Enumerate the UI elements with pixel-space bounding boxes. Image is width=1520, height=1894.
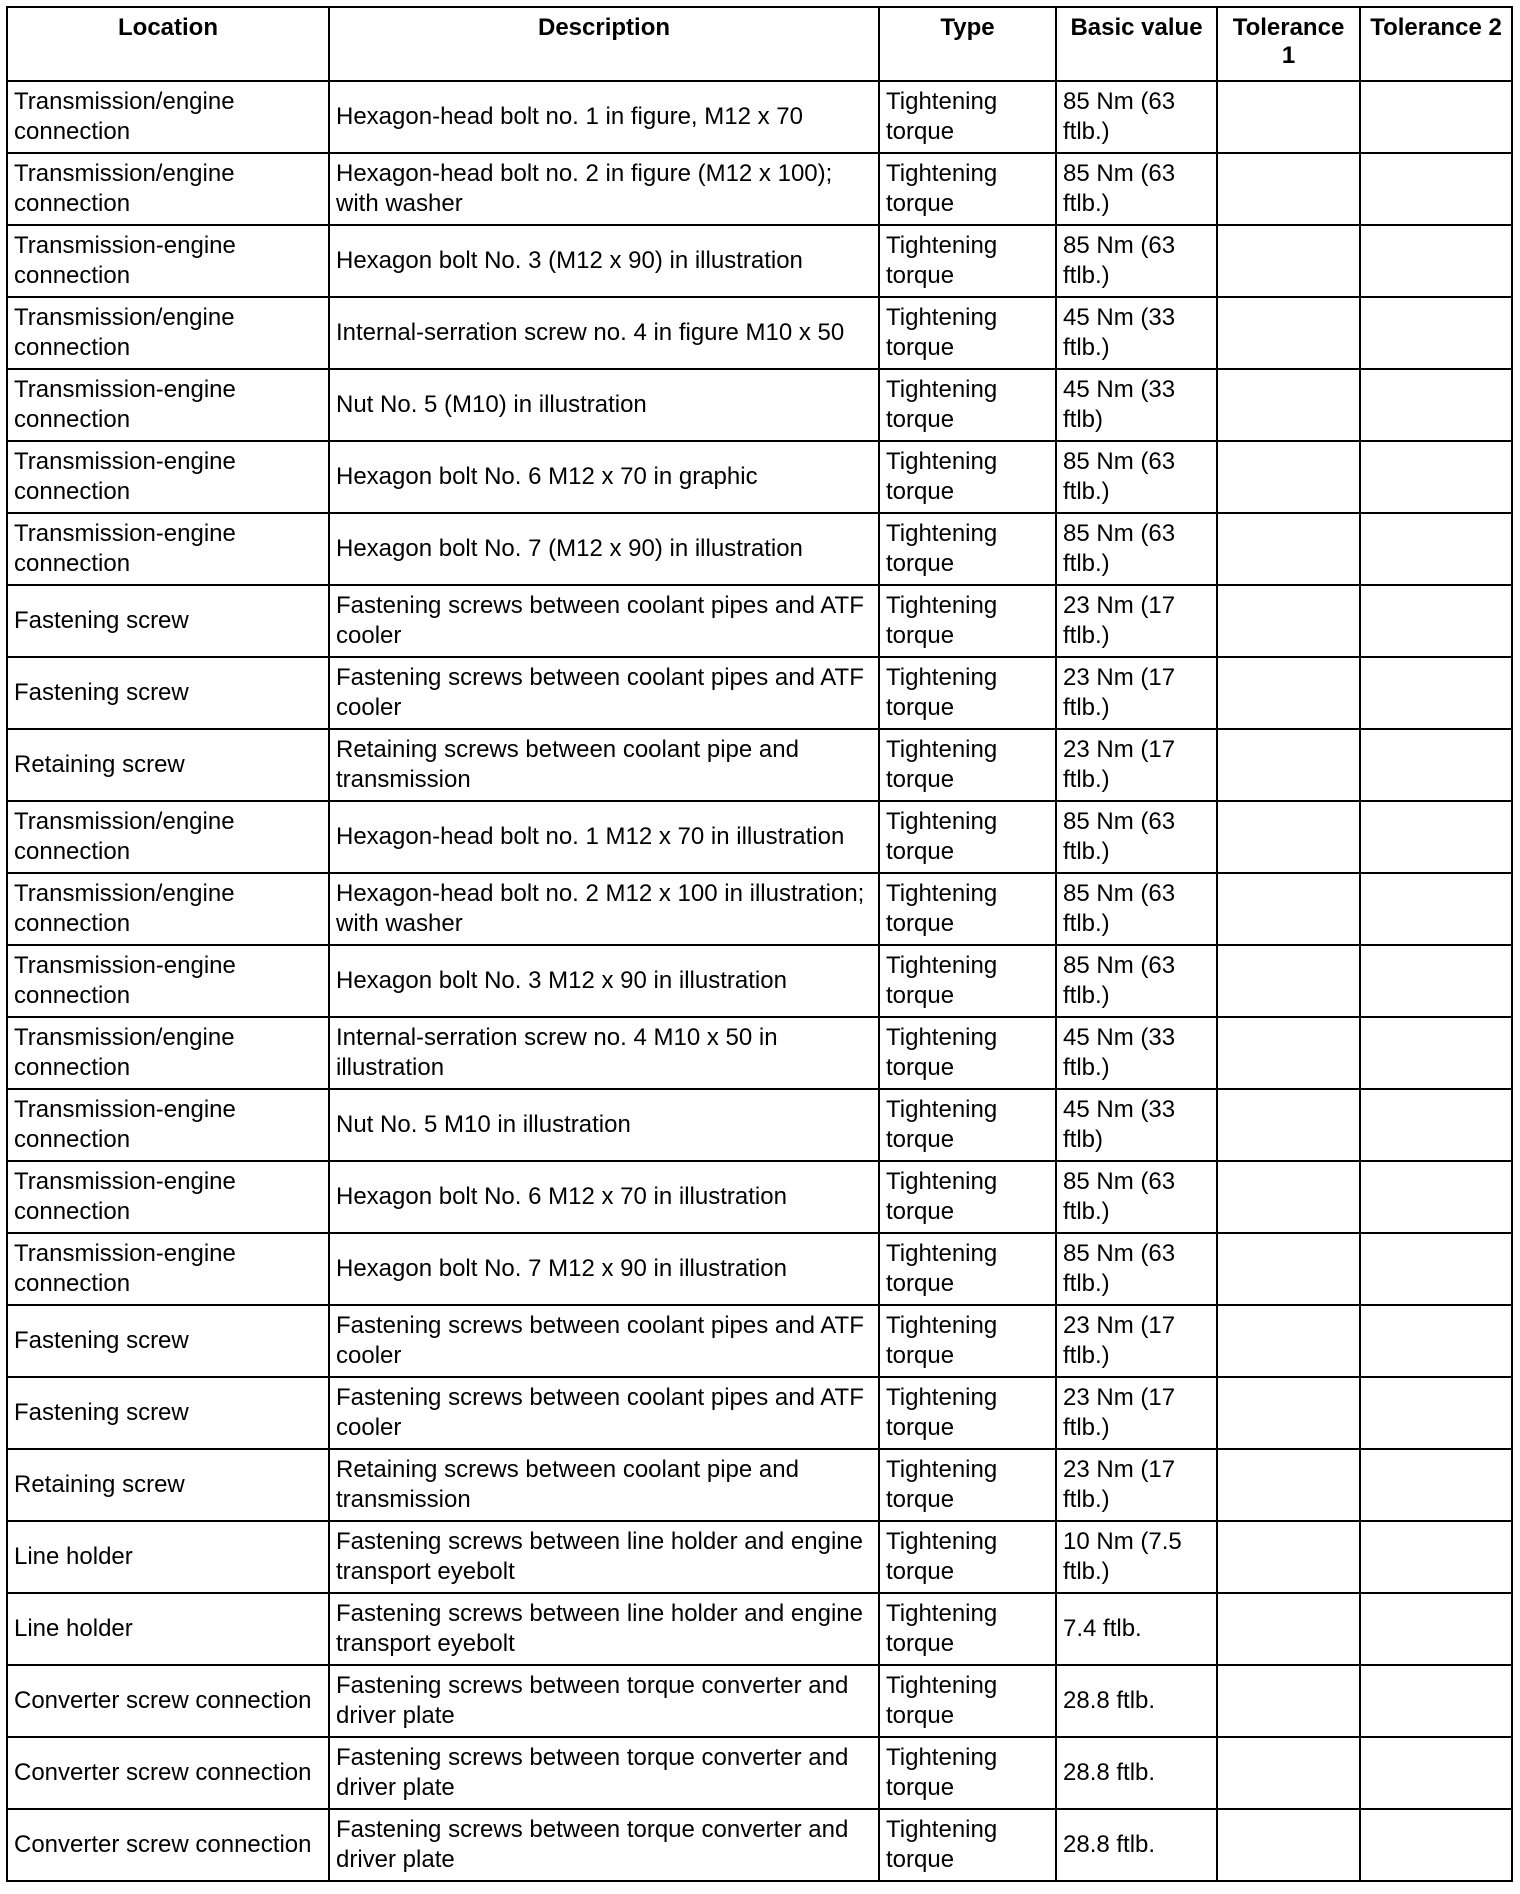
cell-type: Tightening torque <box>879 729 1056 801</box>
cell-tolerance-1 <box>1217 1593 1360 1665</box>
cell-tolerance-2 <box>1360 1521 1512 1593</box>
cell-tolerance-1 <box>1217 1521 1360 1593</box>
cell-basic-value: 23 Nm (17 ftlb.) <box>1056 585 1217 657</box>
cell-location: Line holder <box>7 1521 329 1593</box>
cell-location: Line holder <box>7 1593 329 1665</box>
cell-location: Transmission/engine connection <box>7 81 329 153</box>
cell-tolerance-2 <box>1360 1737 1512 1809</box>
cell-type: Tightening torque <box>879 441 1056 513</box>
cell-basic-value: 28.8 ftlb. <box>1056 1737 1217 1809</box>
table-row <box>7 1233 1512 1305</box>
cell-tolerance-1 <box>1217 1809 1360 1881</box>
table-row <box>7 1089 1512 1161</box>
cell-location: Transmission-engine connection <box>7 225 329 297</box>
table-row <box>7 513 1512 585</box>
cell-type: Tightening torque <box>879 1737 1056 1809</box>
cell-location: Transmission-engine connection <box>7 1089 329 1161</box>
cell-type: Tightening torque <box>879 297 1056 369</box>
table-row <box>7 1521 1512 1593</box>
table-row <box>7 1017 1512 1089</box>
cell-tolerance-1 <box>1217 1161 1360 1233</box>
cell-description: Hexagon bolt No. 6 M12 x 70 in illustration <box>329 1161 879 1233</box>
cell-tolerance-2 <box>1360 153 1512 225</box>
cell-type: Tightening torque <box>879 1161 1056 1233</box>
table-row <box>7 801 1512 873</box>
cell-tolerance-2 <box>1360 1449 1512 1521</box>
cell-tolerance-2 <box>1360 369 1512 441</box>
cell-type: Tightening torque <box>879 585 1056 657</box>
cell-location: Transmission/engine connection <box>7 1017 329 1089</box>
table-row <box>7 441 1512 513</box>
table-body <box>7 81 1512 1881</box>
cell-description: Fastening screws between coolant pipes and ATF cooler <box>329 1305 879 1377</box>
cell-tolerance-1 <box>1217 1233 1360 1305</box>
cell-description: Fastening screws between coolant pipes and ATF cooler <box>329 585 879 657</box>
cell-description: Fastening screws between torque converter and driver plate <box>329 1737 879 1809</box>
cell-description: Hexagon bolt No. 7 (M12 x 90) in illustration <box>329 513 879 585</box>
cell-location: Transmission-engine connection <box>7 513 329 585</box>
cell-tolerance-1 <box>1217 513 1360 585</box>
cell-tolerance-1 <box>1217 81 1360 153</box>
cell-tolerance-1 <box>1217 1665 1360 1737</box>
cell-type: Tightening torque <box>879 657 1056 729</box>
table-row <box>7 1809 1512 1881</box>
cell-type: Tightening torque <box>879 369 1056 441</box>
cell-tolerance-1 <box>1217 1089 1360 1161</box>
cell-tolerance-1 <box>1217 1449 1360 1521</box>
cell-basic-value: 45 Nm (33 ftlb.) <box>1056 1017 1217 1089</box>
cell-tolerance-2 <box>1360 225 1512 297</box>
table-row <box>7 225 1512 297</box>
cell-basic-value: 23 Nm (17 ftlb.) <box>1056 1377 1217 1449</box>
cell-basic-value: 85 Nm (63 ftlb.) <box>1056 873 1217 945</box>
cell-location: Transmission-engine connection <box>7 1161 329 1233</box>
cell-type: Tightening torque <box>879 945 1056 1017</box>
header-row <box>7 7 1512 81</box>
table-row <box>7 1665 1512 1737</box>
cell-tolerance-1 <box>1217 657 1360 729</box>
cell-basic-value: 85 Nm (63 ftlb.) <box>1056 1233 1217 1305</box>
table-row <box>7 729 1512 801</box>
cell-tolerance-2 <box>1360 1809 1512 1881</box>
cell-basic-value: 85 Nm (63 ftlb.) <box>1056 225 1217 297</box>
cell-tolerance-1 <box>1217 585 1360 657</box>
cell-tolerance-1 <box>1217 873 1360 945</box>
cell-location: Transmission-engine connection <box>7 945 329 1017</box>
cell-description: Fastening screws between line holder and engine transport eyebolt <box>329 1593 879 1665</box>
cell-location: Fastening screw <box>7 657 329 729</box>
cell-location: Transmission/engine connection <box>7 873 329 945</box>
cell-type: Tightening torque <box>879 153 1056 225</box>
cell-description: Hexagon-head bolt no. 2 in figure (M12 x 100); with washer <box>329 153 879 225</box>
cell-location: Converter screw connection <box>7 1665 329 1737</box>
cell-basic-value: 28.8 ftlb. <box>1056 1665 1217 1737</box>
table-row <box>7 873 1512 945</box>
table-row <box>7 1449 1512 1521</box>
cell-basic-value: 23 Nm (17 ftlb.) <box>1056 1449 1217 1521</box>
cell-basic-value: 85 Nm (63 ftlb.) <box>1056 81 1217 153</box>
cell-basic-value: 85 Nm (63 ftlb.) <box>1056 801 1217 873</box>
cell-tolerance-2 <box>1360 1017 1512 1089</box>
table-row <box>7 81 1512 153</box>
cell-description: Hexagon bolt No. 3 M12 x 90 in illustration <box>329 945 879 1017</box>
cell-location: Fastening screw <box>7 1377 329 1449</box>
cell-type: Tightening torque <box>879 1305 1056 1377</box>
cell-description: Fastening screws between torque converter and driver plate <box>329 1809 879 1881</box>
cell-description: Fastening screws between torque converter and driver plate <box>329 1665 879 1737</box>
table-row <box>7 1737 1512 1809</box>
cell-basic-value: 23 Nm (17 ftlb.) <box>1056 1305 1217 1377</box>
cell-location: Transmission/engine connection <box>7 153 329 225</box>
cell-tolerance-2 <box>1360 81 1512 153</box>
cell-type: Tightening torque <box>879 81 1056 153</box>
cell-tolerance-1 <box>1217 1737 1360 1809</box>
cell-type: Tightening torque <box>879 1521 1056 1593</box>
specification-table <box>6 6 1513 1882</box>
cell-tolerance-1 <box>1217 1377 1360 1449</box>
cell-basic-value: 45 Nm (33 ftlb.) <box>1056 297 1217 369</box>
table-header <box>7 7 1512 81</box>
cell-type: Tightening torque <box>879 1233 1056 1305</box>
cell-tolerance-1 <box>1217 225 1360 297</box>
cell-type: Tightening torque <box>879 1665 1056 1737</box>
cell-location: Transmission-engine connection <box>7 1233 329 1305</box>
cell-tolerance-2 <box>1360 297 1512 369</box>
cell-description: Hexagon-head bolt no. 1 M12 x 70 in illustration <box>329 801 879 873</box>
cell-description: Retaining screws between coolant pipe and transmission <box>329 729 879 801</box>
cell-basic-value: 23 Nm (17 ftlb.) <box>1056 729 1217 801</box>
table-row <box>7 153 1512 225</box>
cell-tolerance-2 <box>1360 945 1512 1017</box>
cell-type: Tightening torque <box>879 801 1056 873</box>
cell-tolerance-1 <box>1217 1017 1360 1089</box>
cell-tolerance-2 <box>1360 1665 1512 1737</box>
cell-tolerance-2 <box>1360 873 1512 945</box>
table-row <box>7 297 1512 369</box>
cell-location: Converter screw connection <box>7 1737 329 1809</box>
header-basic-value: Basic value <box>1056 7 1217 81</box>
cell-tolerance-2 <box>1360 1305 1512 1377</box>
cell-tolerance-1 <box>1217 945 1360 1017</box>
cell-tolerance-1 <box>1217 153 1360 225</box>
cell-tolerance-2 <box>1360 1593 1512 1665</box>
cell-description: Hexagon-head bolt no. 1 in figure, M12 x 70 <box>329 81 879 153</box>
cell-type: Tightening torque <box>879 1449 1056 1521</box>
cell-description: Hexagon bolt No. 3 (M12 x 90) in illustration <box>329 225 879 297</box>
cell-type: Tightening torque <box>879 1377 1056 1449</box>
cell-tolerance-2 <box>1360 657 1512 729</box>
cell-basic-value: 23 Nm (17 ftlb.) <box>1056 657 1217 729</box>
cell-type: Tightening torque <box>879 225 1056 297</box>
cell-tolerance-2 <box>1360 729 1512 801</box>
cell-tolerance-1 <box>1217 297 1360 369</box>
cell-description: Nut No. 5 M10 in illustration <box>329 1089 879 1161</box>
cell-location: Retaining screw <box>7 1449 329 1521</box>
header-tolerance-1: Tolerance 1 <box>1217 7 1360 81</box>
table-row <box>7 585 1512 657</box>
cell-location: Fastening screw <box>7 1305 329 1377</box>
cell-basic-value: 28.8 ftlb. <box>1056 1809 1217 1881</box>
cell-basic-value: 85 Nm (63 ftlb.) <box>1056 1161 1217 1233</box>
cell-description: Hexagon bolt No. 6 M12 x 70 in graphic <box>329 441 879 513</box>
cell-type: Tightening torque <box>879 1089 1056 1161</box>
table-row <box>7 1161 1512 1233</box>
cell-location: Transmission-engine connection <box>7 369 329 441</box>
cell-type: Tightening torque <box>879 1017 1056 1089</box>
cell-tolerance-2 <box>1360 1233 1512 1305</box>
cell-location: Fastening screw <box>7 585 329 657</box>
cell-description: Fastening screws between line holder and engine transport eyebolt <box>329 1521 879 1593</box>
table-row <box>7 657 1512 729</box>
cell-basic-value: 45 Nm (33 ftlb) <box>1056 369 1217 441</box>
header-tolerance-2: Tolerance 2 <box>1360 7 1512 81</box>
cell-tolerance-1 <box>1217 441 1360 513</box>
cell-tolerance-1 <box>1217 369 1360 441</box>
cell-location: Retaining screw <box>7 729 329 801</box>
cell-type: Tightening torque <box>879 873 1056 945</box>
cell-basic-value: 45 Nm (33 ftlb) <box>1056 1089 1217 1161</box>
table-row <box>7 1593 1512 1665</box>
cell-type: Tightening torque <box>879 1593 1056 1665</box>
cell-tolerance-2 <box>1360 441 1512 513</box>
cell-tolerance-2 <box>1360 801 1512 873</box>
header-type: Type <box>879 7 1056 81</box>
cell-description: Internal-serration screw no. 4 M10 x 50 in illustration <box>329 1017 879 1089</box>
cell-location: Transmission/engine connection <box>7 297 329 369</box>
cell-basic-value: 85 Nm (63 ftlb.) <box>1056 945 1217 1017</box>
cell-tolerance-1 <box>1217 1305 1360 1377</box>
header-location: Location <box>7 7 329 81</box>
cell-tolerance-1 <box>1217 729 1360 801</box>
cell-basic-value: 85 Nm (63 ftlb.) <box>1056 441 1217 513</box>
cell-tolerance-2 <box>1360 513 1512 585</box>
cell-type: Tightening torque <box>879 1809 1056 1881</box>
cell-description: Hexagon bolt No. 7 M12 x 90 in illustration <box>329 1233 879 1305</box>
table-row <box>7 945 1512 1017</box>
cell-basic-value: 7.4 ftlb. <box>1056 1593 1217 1665</box>
cell-tolerance-2 <box>1360 1377 1512 1449</box>
cell-basic-value: 85 Nm (63 ftlb.) <box>1056 513 1217 585</box>
table-row <box>7 1305 1512 1377</box>
cell-description: Fastening screws between coolant pipes and ATF cooler <box>329 1377 879 1449</box>
cell-location: Transmission/engine connection <box>7 801 329 873</box>
cell-description: Nut No. 5 (M10) in illustration <box>329 369 879 441</box>
cell-tolerance-1 <box>1217 801 1360 873</box>
header-description: Description <box>329 7 879 81</box>
table-row <box>7 369 1512 441</box>
cell-location: Transmission-engine connection <box>7 441 329 513</box>
cell-description: Fastening screws between coolant pipes and ATF cooler <box>329 657 879 729</box>
cell-location: Converter screw connection <box>7 1809 329 1881</box>
cell-basic-value: 85 Nm (63 ftlb.) <box>1056 153 1217 225</box>
cell-description: Hexagon-head bolt no. 2 M12 x 100 in illustration; with washer <box>329 873 879 945</box>
cell-description: Internal-serration screw no. 4 in figure M10 x 50 <box>329 297 879 369</box>
table-row <box>7 1377 1512 1449</box>
cell-description: Retaining screws between coolant pipe and transmission <box>329 1449 879 1521</box>
cell-tolerance-2 <box>1360 1161 1512 1233</box>
cell-basic-value: 10 Nm (7.5 ftlb.) <box>1056 1521 1217 1593</box>
cell-tolerance-2 <box>1360 1089 1512 1161</box>
cell-tolerance-2 <box>1360 585 1512 657</box>
cell-type: Tightening torque <box>879 513 1056 585</box>
